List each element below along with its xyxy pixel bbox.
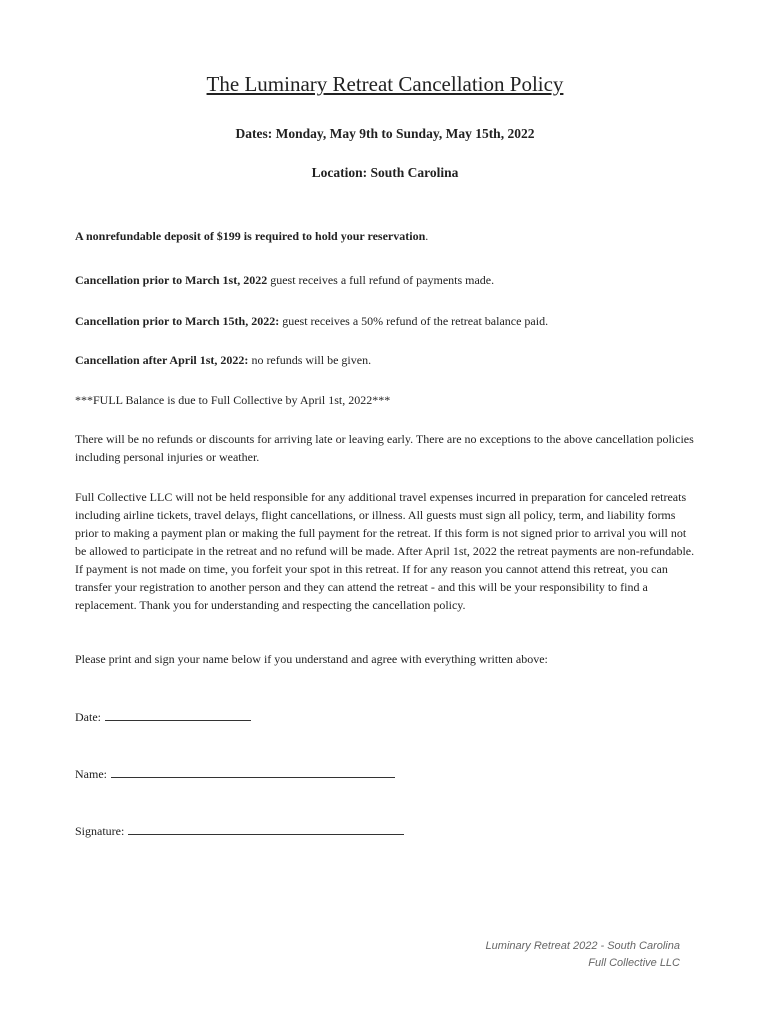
page-title: The Luminary Retreat Cancellation Policy	[206, 72, 564, 96]
date-field[interactable]	[75, 708, 251, 725]
march15-rest-text: guest receives a 50% refund of the retreat balance paid.	[279, 314, 549, 328]
deposit-rest-text: .	[425, 229, 429, 243]
name-label: Name:	[75, 767, 107, 781]
date-label: Date:	[75, 710, 101, 724]
march15-paragraph	[75, 312, 695, 330]
deposit-bold-text: A nonrefundable deposit of $199 is required to hold your reservation	[75, 229, 426, 243]
liability-paragraph: Full Collective LLC will not be held responsible for any additional travel expenses incurred in preparation for canceled retreats including airline tickets, travel delays, flight cancellations, or illness. All guests must sign all policy, term, and liability forms prior to making a payment plan or making the full payment for the retreat. If this form is not signed prior to arrival you will not be allowed to participate in the retreat and no refund will be made. After April 1st, 2022 the retreat payments are non-refundable. If payment is not made on time, you forfeit your spot in this retreat. If for any reason you cannot attend this retreat, you can transfer your registration to another person and they can attend the retreat - and this will be your responsibility to find a replacement. Thank you for understanding and respecting the cancellation policy.	[75, 490, 695, 612]
deposit-paragraph	[75, 227, 695, 245]
name-line[interactable]	[111, 765, 395, 778]
signature-label: Signature:	[75, 824, 125, 838]
signature-field[interactable]	[75, 822, 404, 839]
dates-heading: Dates: Monday, May 9th to Sunday, May 15th, 2022	[235, 126, 535, 141]
name-field[interactable]	[75, 765, 395, 782]
april1-rest-text: no refunds will be given.	[248, 353, 372, 367]
march1-rest-text: guest receives a full refund of payments made.	[267, 273, 495, 287]
date-line[interactable]	[105, 708, 251, 721]
page-footer	[486, 938, 680, 972]
march1-bold-text: Cancellation prior to March 1st, 2022	[75, 273, 268, 287]
location-heading: Location: South Carolina	[311, 165, 459, 180]
footer-line-event: Luminary Retreat 2022 - South Carolina	[485, 940, 680, 952]
april1-paragraph	[75, 351, 695, 369]
footer-line-company: Full Collective LLC	[588, 957, 680, 969]
signature-line[interactable]	[128, 822, 404, 835]
march1-paragraph	[75, 271, 695, 289]
instruction-paragraph: Please print and sign your name below if you understand and agree with everything written above:	[75, 652, 548, 666]
april1-bold-text: Cancellation after April 1st, 2022:	[75, 353, 249, 367]
march15-bold-text: Cancellation prior to March 15th, 2022:	[75, 314, 280, 328]
no-refunds-paragraph: There will be no refunds or discounts for arriving late or leaving early. There are no exceptions to the above cancellation policies including personal injuries or weather.	[75, 432, 694, 464]
balance-note: ***FULL Balance is due to Full Collective by April 1st, 2022***	[75, 393, 391, 407]
